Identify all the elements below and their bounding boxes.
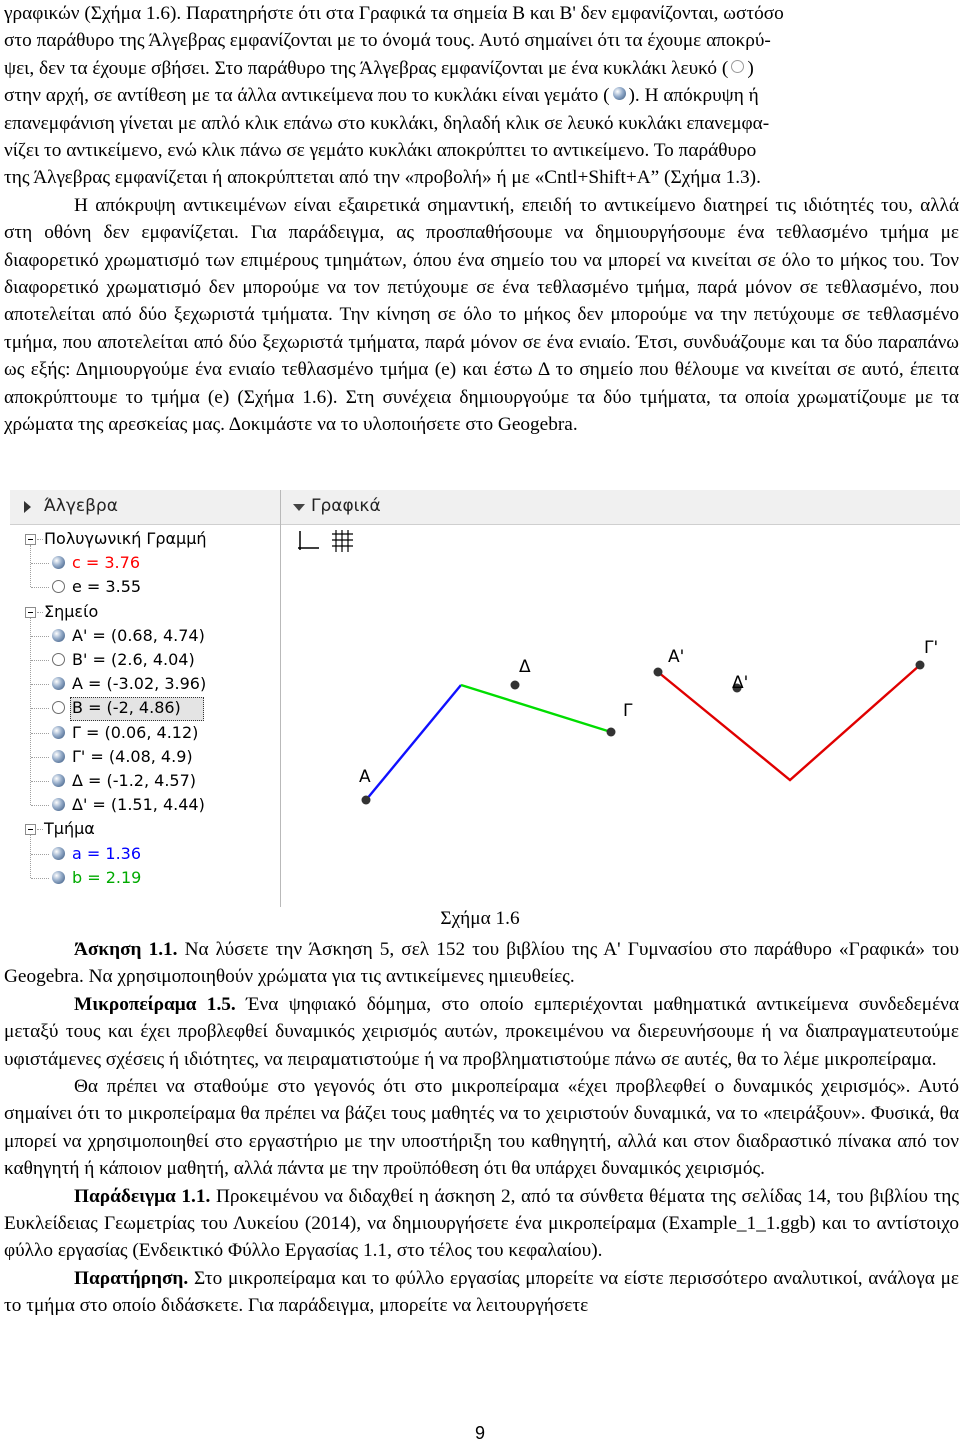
algebra-title: Άλγεβρα xyxy=(44,496,118,516)
exercise-title: Άσκηση 1.1. xyxy=(74,939,178,960)
algebra-item[interactable]: Γ = (0.06, 4.12) xyxy=(72,722,199,742)
algebra-item[interactable]: Δ' = (1.51, 4.44) xyxy=(72,795,205,815)
visibility-filled-icon[interactable] xyxy=(52,629,65,642)
text-line: της Άλγεβρας εμφανίζεται ή αποκρύπτεται από την «προβολή» ή με «Cntl+Shift+A” (Σχήμα 1.3). xyxy=(4,167,761,189)
label-delta-prime: Δ' xyxy=(732,673,749,693)
note-text: Στο μικροπείραμα και το φύλλο εργασίας μπορείτε να είστε περισσότερο αναλυτικοί, ανάλογα με το τμήμα στο οποίο διδάσκετε. Για παράδειγμα, μπορείτε να λειτουργήσετε xyxy=(4,1267,959,1317)
intro-paragraph xyxy=(4,0,959,439)
algebra-item[interactable]: B = (-2, 4.86) xyxy=(72,698,181,718)
microexperiment-title: Μικροπείραμα 1.5. xyxy=(74,993,236,1015)
algebra-panel xyxy=(10,490,281,907)
filled-circle-icon xyxy=(613,87,626,100)
visibility-filled-icon[interactable] xyxy=(52,750,65,763)
text-line: επανεμφάνιση γίνεται με απλό κλικ επάνω στο κυκλάκι, δηλαδή κλικ σε λευκό κυκλάκι επανεμφα- xyxy=(4,112,770,134)
collapse-toggle-icon[interactable] xyxy=(25,607,36,618)
label-gamma: Γ xyxy=(623,701,633,721)
label-delta: Δ xyxy=(519,657,531,677)
algebra-item[interactable]: c = 3.76 xyxy=(72,553,140,573)
group-label: Πολυγωνική Γραμμή xyxy=(44,529,207,548)
tree-connector xyxy=(31,563,49,564)
text-segment: στην αρχή, σε αντίθεση με τα άλλα αντικείμενα που το κυκλάκι είναι γεμάτο ( xyxy=(4,85,610,107)
point-gamma-prime[interactable] xyxy=(916,661,925,670)
tree-connector xyxy=(30,618,31,806)
hollow-circle-icon xyxy=(731,60,744,73)
label-a: A xyxy=(359,767,371,787)
collapse-arrow-icon[interactable] xyxy=(24,501,31,513)
collapse-toggle-icon[interactable] xyxy=(25,534,36,545)
segment-a[interactable] xyxy=(366,685,461,800)
polyline-c[interactable] xyxy=(658,665,920,780)
example-text: Προκειμένου να διδαχθεί η άσκηση 2, από τα σύνθετα θέματα της σελίδας 14, του βιβλίου της Ευκλείδειας Γεωμετρίας του Λυκείου (2014), να δημιουργήσετε ένα μικροπείραμα (Example_1_1.ggb) και το αντίστοιχο φύλλο εργασίας (Ενδεικτικό Φύλλο Εργασίας 1.1, στο τέλος του κεφαλαίου). xyxy=(4,1185,959,1262)
exercise-text: Να λύσετε την Άσκηση 5, σελ 152 του βιβλίου της Α' Γυμνασίου στο παράθυρο «Γραφικά» του Geogebra. Να χρησιμοποιηθούν χρώματα για τις αντικείμενες ημιευθείες. xyxy=(4,939,960,988)
group-label: Σημείο xyxy=(44,601,99,621)
text-line xyxy=(4,55,959,82)
text-segment: ) xyxy=(747,57,754,79)
tree-connector xyxy=(31,660,49,661)
label-gamma-prime: Γ' xyxy=(924,638,939,658)
collapse-toggle-icon[interactable] xyxy=(25,824,36,835)
graphics-title: Γραφικά xyxy=(311,496,381,516)
text-line: νίζει το αντικείμενο, ενώ κλικ πάνω σε γεμάτο κυκλάκι αποκρύπτει το αντικείμενο. Το παράθυρο xyxy=(4,140,757,162)
algebra-item[interactable]: a = 1.36 xyxy=(72,843,142,863)
tree-connector xyxy=(31,684,49,685)
exercise-paragraph xyxy=(4,936,959,991)
text-segment: ψει, δεν τα έχουμε σβήσει. Στο παράθυρο της Άλγεβρας εμφανίζονται με ένα κυκλάκι λευκό ( xyxy=(4,57,729,79)
tree-connector xyxy=(31,805,49,806)
algebra-item[interactable]: B' = (2.6, 4.04) xyxy=(72,650,195,669)
figure-geogebra-screenshot xyxy=(10,490,960,907)
note-paragraph xyxy=(4,1265,959,1320)
group-label: Τμήμα xyxy=(44,819,95,839)
graphics-header[interactable] xyxy=(281,490,960,525)
dynamic-paragraph: Θα πρέπει να σταθούμε στο γεγονός ότι στο μικροπείραμα «έχει προβλεφθεί ο δυναμικός χειρισμός». Αυτό σημαίνει ότι το μικροπείραμα θα πρέπει να βάζει τους μαθητές να το χειριστούν δυναμικά, να το «πειράξουν». Φυσικά, θα μπορεί να χρησιμοποιηθεί στο εργαστήριο με την υποστήριξη του καθηγητή, αλλά και στον διαδραστικό πίνακα από τον καθηγητή ή κάποιον μαθητή, αλλά πάντα με την προϋπόθεση ότι θα υπάρχει δυναμικός χειρισμός. xyxy=(4,1076,959,1180)
point-a[interactable] xyxy=(362,796,371,805)
grid-icon[interactable] xyxy=(329,528,355,554)
point-gamma[interactable] xyxy=(607,728,616,737)
lower-text xyxy=(4,936,959,1320)
visibility-filled-icon[interactable] xyxy=(52,556,65,569)
visibility-filled-icon[interactable] xyxy=(52,798,65,811)
tree-connector xyxy=(31,781,49,782)
example-title: Παράδειγμα 1.1. xyxy=(74,1185,211,1207)
note-title: Παρατήρηση. xyxy=(74,1267,189,1289)
hiding-paragraph: Η απόκρυψη αντικειμένων είναι εξαιρετικά σημαντική, επειδή το αντικείμενο διατηρεί τις ιδιότητές του, αλλά στη οθόνη δεν εμφανίζεται. Για παράδειγμα, ας προσπαθήσουμε να δημιουργήσουμε ένα τεθλασμένο τμήμα με διαφορετικό χρωματισμό των επιμέρους τμημάτων, όπου ένα σημείο του να μπορεί να κινείται σε όλο το μήκος του. Τον διαφορετικό χρωματισμό δεν μπορούμε να τον πετύχουμε σε ένα τεθλασμένο τμήμα, παρά μόνον σε τεθλασμένο, που αποτελείται από δύο ξεχωριστά τμήματα. Την κίνηση σε όλο το μήκος δεν μπορούμε να την πετύχουμε σε τεθλασμένο τμήμα, που αποτελείται από δύο ξεχωριστά τμήματα, παρά μόνον σε ένα ενιαίο. Έτσι, συνδυάζουμε και τα δύο παραπάνω ως εξής: Δημιουργούμε ένα ενιαίο τεθλασμένο τμήμα (e) και έστω Δ το σημείο που θέλουμε να κινείται σε αυτό, έπειτα αποκρύπτουμε το τμήμα (e) (Σχήμα 1.6). Στη συνέχεια δημιουργούμε τα δύο τμήματα, τα οποία χρωματίζουμε με τα χρώματα της αρεσκείας μας. Δοκιμάστε να το υλοποιήσετε στο Geogebra. xyxy=(4,194,959,436)
tree-connector xyxy=(31,757,49,758)
tree-connector xyxy=(31,854,49,855)
algebra-item[interactable]: A = (-3.02, 3.96) xyxy=(72,674,207,694)
figure-caption: Σχήμα 1.6 xyxy=(440,908,520,929)
page-number: 9 xyxy=(474,1423,485,1443)
algebra-item[interactable]: A' = (0.68, 4.74) xyxy=(72,625,205,645)
visibility-filled-icon[interactable] xyxy=(52,871,65,884)
algebra-header[interactable] xyxy=(10,490,280,525)
algebra-item[interactable]: e = 3.55 xyxy=(72,577,142,597)
tree-connector xyxy=(30,835,31,877)
point-delta[interactable] xyxy=(511,681,520,690)
microexperiment-paragraph xyxy=(4,991,959,1073)
tree-connector xyxy=(31,636,49,637)
label-a-prime: A' xyxy=(668,647,685,667)
chevron-down-icon[interactable] xyxy=(293,504,305,511)
visibility-filled-icon[interactable] xyxy=(52,726,65,739)
tree-connector xyxy=(37,612,43,613)
tree-connector xyxy=(31,708,49,709)
visibility-hollow-icon[interactable] xyxy=(52,701,65,714)
tree-connector xyxy=(31,878,49,879)
visibility-hollow-icon[interactable] xyxy=(52,653,65,666)
text-line xyxy=(4,82,959,109)
visibility-filled-icon[interactable] xyxy=(52,847,65,860)
axes-icon[interactable] xyxy=(295,528,321,554)
example-paragraph xyxy=(4,1183,959,1265)
visibility-hollow-icon[interactable] xyxy=(52,580,65,593)
text-line: γραφικών (Σχήμα 1.6). Παρατηρήστε ότι στα Γραφικά τα σημεία Β και Β' δεν εμφανίζονται, ωστόσο xyxy=(4,3,784,24)
tree-connector xyxy=(37,539,43,540)
text-line: στο παράθυρο της Άλγεβρας εμφανίζονται με το όνομά τους. Αυτό σημαίνει ότι τα έχουμε αποκρύ- xyxy=(4,30,771,52)
segment-b[interactable] xyxy=(461,685,611,732)
visibility-filled-icon[interactable] xyxy=(52,774,65,787)
tree-connector xyxy=(31,733,49,734)
tree-connector xyxy=(37,829,43,830)
graphics-panel xyxy=(281,490,960,907)
visibility-filled-icon[interactable] xyxy=(52,677,65,690)
algebra-item[interactable]: Γ' = (4.08, 4.9) xyxy=(72,746,193,766)
point-a-prime[interactable] xyxy=(654,668,663,677)
graphics-canvas[interactable] xyxy=(281,560,960,907)
microexperiment-text: Ένα ψηφιακό δόμημα, στο οποίο εμπεριέχονται μαθηματικά αντικείμενα συνδεδεμένα μεταξύ τους και έχει προβλεφθεί δυναμικός χειρισμός αυτών, προκειμένου να διερευνήσουμε ή να διαπραγματευτούμε υφιστάμενες σχέσεις ή ιδιότητες, να πειραματιστούμε ή να προβληματιστούμε πάνω σε αυτές, θα το λέμε μικροπείραμα. xyxy=(4,993,959,1070)
tree-connector xyxy=(31,587,49,588)
tree-connector xyxy=(30,545,31,587)
algebra-item[interactable]: b = 2.19 xyxy=(72,867,142,887)
text-segment: ). Η απόκρυψη ή xyxy=(628,85,759,107)
algebra-item[interactable]: Δ = (-1.2, 4.57) xyxy=(72,771,197,790)
